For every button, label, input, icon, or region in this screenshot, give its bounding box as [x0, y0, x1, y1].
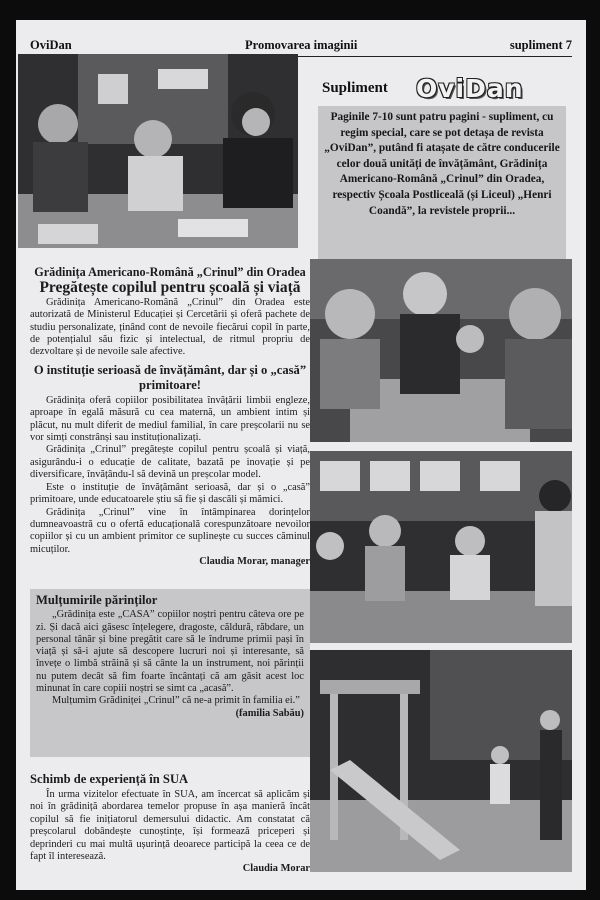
exchange-article — [30, 768, 310, 886]
article-paragraph: Grădinița oferă copiilor posibilitatea învățării limbii engleze, aproape în egală măsură cu cea maternă, un ambient intim și plăcut, nu mult diferit de mediul familial, în care preșcolarii nu se vor simți constrânși sau instituționalizați. — [30, 394, 310, 444]
supplement-heading — [318, 74, 566, 104]
article-subhead: O instituție serioasă de învățământ, dar și o „casă” primitoare! — [33, 362, 307, 392]
photo-building-blocks — [310, 451, 572, 643]
photo-puzzle-play — [310, 259, 572, 442]
exchange-signature: Claudia Morar — [242, 863, 310, 875]
exchange-paragraph: În urma vizitelor efectuate în SUA, am încercat să aplicăm și noi în grădiniță abordarea temelor propuse în așa manieră încât copilul să fie inițiatorul demersului didactic. Am constatat că preșcolarul dobândește cunoștințe, își formează priceperi și deprinderi cu mai multă ușurință deoarece participă la ceea ce de fapt îl interesează. — [30, 789, 310, 863]
article-paragraph: Grădinița Americano-Română „Crinul” din Oradea este autorizată de Ministerul Educației și Cercetării și oferă pachete de studiu personalizate, ținând cont de nevoile fiecărui copil în parte, de potențialul său fizic și intelectual, de ritmul propriu de dezvoltare și de nevoile sale afective. — [30, 296, 310, 358]
supplement-label: Supliment — [322, 80, 388, 96]
photo-children-drawing — [18, 54, 298, 248]
article-paragraph: Este o instituție de învățământ serioasă, dar și o „casă” primitoare, unde educatoarele știu să fie și dascăli și mămici. — [30, 481, 310, 506]
header-page-label: supliment 7 — [509, 38, 572, 52]
newspaper-page — [16, 20, 586, 890]
article-paragraph: Grădinița „Crinul” vine în întâmpinarea dorințelor dumneavoastră cu o ofertă educațională corespunzătoare nevoilor copiilor și cu un ambient primitor ce suplinește cu succes căminul micuților. — [30, 506, 310, 555]
thanks-title: Mulțumirile părinților — [36, 593, 158, 607]
thanks-paragraph: Mulțumim Grădiniței „Crinul” că ne-a primit în familia ei.” — [52, 695, 300, 707]
supplement-box — [318, 68, 566, 274]
supplement-description: Paginile 7-10 sunt patru pagini - supliment, cu regim special, care se pot detașa de revista „OviDan”, putând fi atașate de către conducerile celor două unități de învățământ, Grădinița Americano-Română „Crinul” din Oradea, respectiv Școala Postliceală (și Liceul) „Henri Coandă”, la revistele proprii... — [318, 106, 566, 270]
thanks-signature: (familia Sabău) — [235, 707, 304, 719]
header-section-title: Promovarea imaginii — [245, 38, 358, 52]
main-article — [30, 266, 310, 579]
ovidan-logo: OviDan — [416, 74, 524, 103]
article-headline: Pregătește copilul pentru școală și viață — [39, 279, 301, 297]
article-paragraph: Grădinița „Crinul” pregătește copilul pentru școală și viață, asigurându-i o educație de calitate, bazată pe inovație și pe diversificare, învățându-l să devină un preșcolar model. — [30, 444, 310, 481]
exchange-title: Schimb de experiență în SUA — [30, 772, 189, 786]
parents-thanks-box — [30, 589, 310, 757]
article-kicker: Grădinița Americano-Română „Crinul” din Oradea — [34, 265, 306, 279]
header-magazine-name: OviDan — [30, 38, 72, 52]
thanks-paragraph: „Grădinița este „CASA” copiilor noștri pentru câteva ore pe zi. Și dacă aici găsesc înțelegere, dragoste, căldură, răbdare, un personal tânăr și bine pregătit care să le îndrume primii pași în viață și să-i ajute să descopere lucruri noi și interesante, să învețe o limbă străină și să cânte la un instrument, noi părinții nu putem decât să fim foarte încântați că am găsit acest loc minunat în care copiii noștri se simt ca „acasă”. — [36, 609, 304, 695]
article-signature: Claudia Morar, manager — [199, 556, 310, 568]
photo-playground — [310, 650, 572, 872]
